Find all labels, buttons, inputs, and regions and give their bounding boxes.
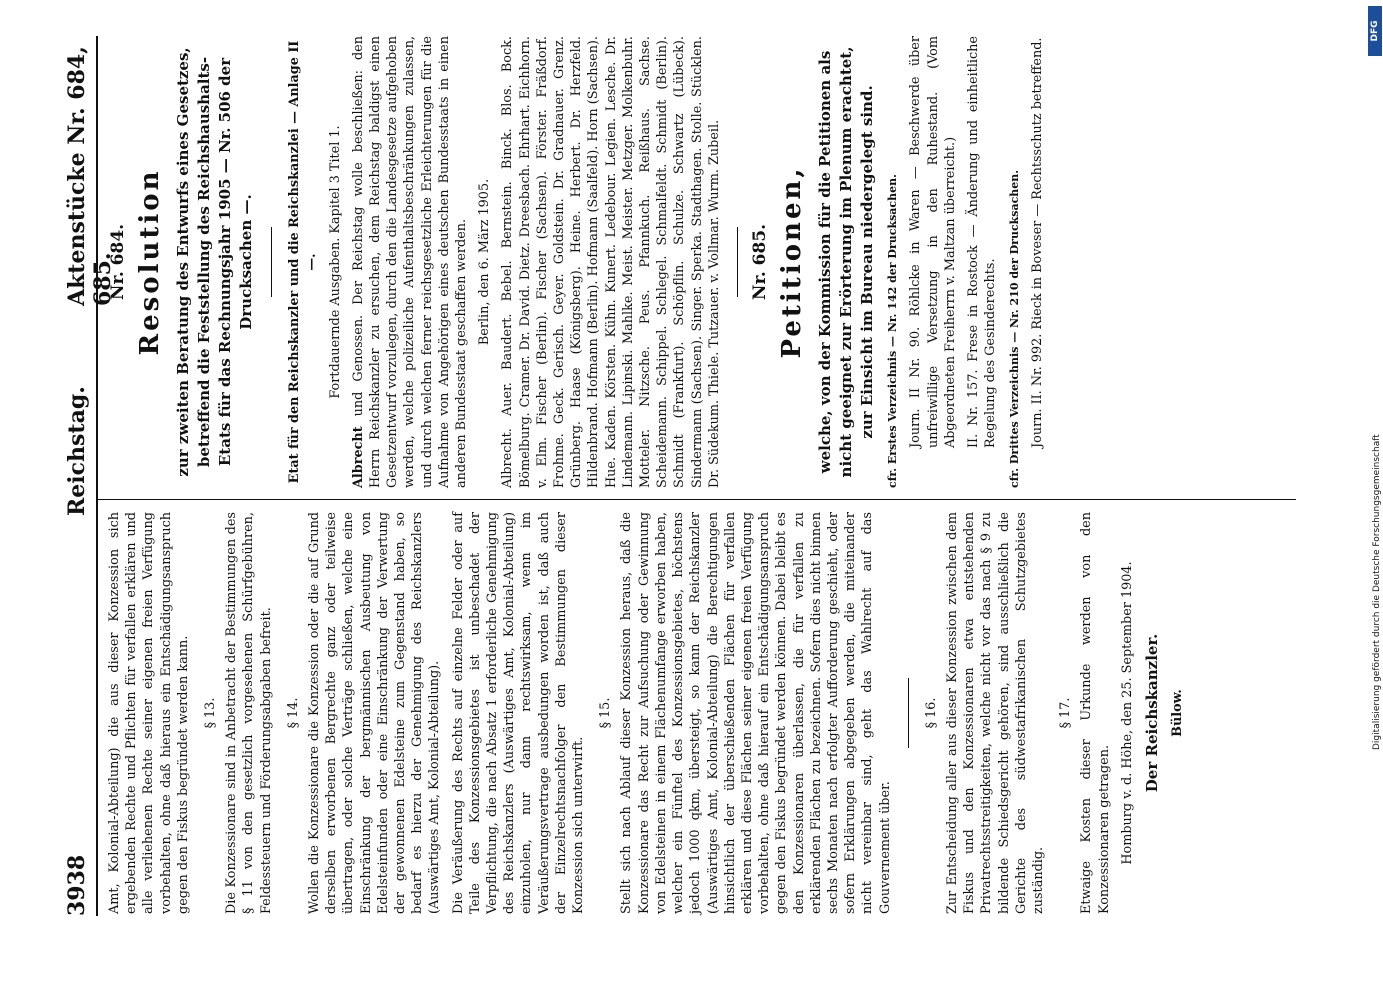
- section-14-text-2: Die Veräußerung des Rechts auf einzelne Felder oder auf Teile des Konzessionsgebietes ist unbeschadet der Verpflichtung, die nach Absatz 1 erforderliche Genehmigung des Reichskanzlers (Auswärtiges Amt, Kolonial-Abteilung) einzuholen, nur dann rechtswirksam, wenn im Veräußerungsvertrage ausbedungen worden ist, daß auch der Einzelrechtsnachfolger den Bestimmungen dieser Konzession sich unterwirft.: [450, 512, 587, 914]
- column-divider: [96, 499, 1296, 500]
- section-17-text: Etwaige Kosten dieser Urkunde werden von den Konzessionaren getragen.: [1079, 512, 1112, 914]
- motion-paragraph: [350, 36, 470, 488]
- petitionen-subtitle: welche, von der Kommission für die Petitionen als nicht geeignet zur Erörterung im Plenum erachtet, zur Einsicht im Bureau niedergelegt sind.: [816, 46, 877, 478]
- document-number-685: Nr. 685.: [750, 223, 771, 301]
- section-15-title: § 15.: [598, 697, 614, 729]
- intro-paragraph: Amt, Kolonial-Abteilung) die aus dieser Konzession sich ergebenden Rechte und Pflichten für verfallen erklären und alle verliehenen Rechte seiner eigenen freien Verfügung vorbehalten, ohne daß hieraus ein Entschädigungsanspruch gegen den Fiskus begründet werden kann.: [107, 512, 191, 914]
- section-16-text: Zur Entscheidung aller aus dieser Konzession zwischen dem Fiskus und den Konzessionaren etwa entstehenden Privatrechtsstreitigkeiten, welche nicht vor das nach § 9 zu bildende Schiedsgericht gehören, sind ausschließlich die Gerichte des südwestafrikanischen Schutzgebietes zuständig.: [944, 512, 1046, 914]
- list-1-item-2: II. Nr. 157. Frese in Rostock — Änderung und einheitliche Regelung des Gesinderechts.: [966, 36, 999, 448]
- document-number-684: Nr. 684.: [108, 223, 128, 301]
- etat-subheading: Fortdauernde Ausgaben. Kapitel 3 Titel 1.: [327, 125, 343, 399]
- section-17-title: § 17.: [1058, 697, 1074, 729]
- separator-rule-2: [737, 227, 738, 297]
- signer-title: Der Reichskanzler.: [1142, 633, 1161, 793]
- separator-rule: [271, 227, 272, 297]
- section-14-title: § 14.: [285, 697, 301, 729]
- list-1-item-1: Journ. II Nr. 90. Röhlcke in Waren — Beschwerde über unfreiwillige Versetzung in den Ruhestand. (Vom Abgeordneten Freiherrn v. Maltzan überreicht.): [908, 36, 958, 448]
- motion-text: und Genossen. Der Reichstag wolle beschließen: den Herrn Reichskanzler zu ersuchen, dem Reichstag baldigst einen Gesetzentwurf vorzulegen, durch den die Landesgesetze aufgehoben werden, welche polizeiliche Aufenthaltsbeschränkungen zulassen, und durch welchen ferner reichsgesetzliche Erleichterungen für die Aufnahme von Angehörigen eines deutschen Bundesstaats in einen anderen Bundesstaat geschaffen werden.: [350, 36, 470, 488]
- section-15-text: Stellt sich nach Ablauf dieser Konzession heraus, daß die Konzessionare das Recht zur Aufsuchung oder Gewinnung von Edelsteinen in einem Flächenumfange erworben haben, welcher ein Fünftel des Konzessionsgebietes, höchstens jedoch 1000 qkm, übersteigt, so kann der Reichskanzler (Auswärtiges Amt, Kolonial-Abteilung) die Berechtigungen hinsichtlich der überschießenden Flächen für verfallen erklären und diese Flächen seiner eigenen freien Verfügung vorbehalten, ohne daß hierauf ein Entschädigungsanspruch gegen den Fiskus begründet werden können. Dabei bleibt es den Konzessionaren überlassen, die für verfallen zu erklärenden Flächen zu bezeichnen. Sofern dies nicht binnen sechs Monaten nach erfolgter Aufforderung geschieht, oder sofern Erklärungen abgegeben werden, die miteinander nicht vereinbar sind, geht das Wahlrecht auf das Gouvernement über.: [619, 512, 893, 914]
- place-date: Homburg v. d. Höhe, den 25. September 1904.: [1119, 561, 1135, 865]
- motion-author: Albrecht: [350, 426, 366, 488]
- dfg-logo: DFG: [1368, 6, 1382, 56]
- motion-place-date: Berlin, den 6. März 1905.: [477, 178, 493, 346]
- section-title: Aktenstücke Nr. 684, 685.: [64, 46, 116, 306]
- signer-name: Bülow.: [1169, 689, 1185, 737]
- section-13-title: § 13.: [203, 697, 219, 729]
- resolution-title: Resolution: [135, 168, 166, 356]
- right-column: [106, 36, 1052, 488]
- signatories-list: Albrecht. Auer. Baudert. Bebel. Bernstein. Binck. Blos. Bock. Bömelburg. Cramer. Dr. David. Dietz. Dreesbach. Ehrhart. Eichhorn. v. Elm. Fischer (Berlin). Fischer (Sachsen). Förster. Fräßdorf. Frohme. Geck. Gerisch. Geyer. Goldstein. Dr. Gradnauer. Grenz. Grünberg. Haase (Königsberg). Heine. Herbert. Dr. Herzfeld. Hildenbrand. Hofmann (Berlin). Hofmann (Saalfeld). Horn (Sachsen). Hue. Kaden. Körsten. Kühn. Kunert. Ledebour. Legien. Lesche. Dr. Lindemann. Lipinski. Mahlke. Meist. Meister. Metzger. Molkenbuhr. Motteler. Nitzsche. Peus. Pfannkuch. Reißhaus. Sachse. Scheidemann. Schippel. Schlegel. Schmalfeldt. Schmidt (Berlin). Schmidt (Frankfurt). Schöpflin. Schulze. Schwartz (Lübeck). Sindermann (Sachsen). Singer. Sperka. Stadthagen. Stolle. Stücklen. Dr. Südekum. Thiele. Tutzauer. v. Vollmar. Wurm. Zubeil.: [500, 36, 722, 488]
- list-2-item-1: Journ. II. Nr. 992. Rieck in Boveser — Rechtsschutz betreffend.: [1029, 37, 1045, 448]
- left-column: [106, 512, 1192, 914]
- section-14-text-1: Wollen die Konzessionare die Konzession oder die auf Grund derselben erworbenen Bergrechte ganz oder teilweise übertragen, oder solche Verträge schließen, welche eine Einschränkung der bergmännischen Ausbeutung von Edelsteinfunden oder eine Einschränkung der Verwertung der gewonnenen Edelsteine zum Gegenstand haben, so bedarf es hierzu der Genehmigung des Reichskanzlers (Auswärtiges Amt, Kolonial-Abteilung).: [307, 512, 443, 914]
- section-13-text: Die Konzessionare sind in Anbetracht der Bestimmungen des § 11 von den gesetzlich vorgesehenen Schürfgebühren, Feldessteuern und Förderungsabgaben befreit.: [224, 512, 274, 914]
- header-rule: [96, 36, 98, 916]
- etat-heading: Etat für den Reichskanzler und die Reichskanzlei — Anlage II —.: [287, 40, 320, 484]
- resolution-subtitle: zur zweiten Beratung des Entwurfs eines Gesetzes, betreffend die Feststellung des Reichshaushalts-Etats für das Rechnungsjahr 1905 — Nr. 506 der Drucksachen —.: [174, 47, 256, 477]
- list-2-header: cfr. Drittes Verzeichnis — Nr. 210 der Drucksachen.: [1007, 169, 1021, 488]
- page-header: [58, 36, 116, 916]
- digitization-credit: Digitalisierung gefördert durch die Deutsche Forschungsgemeinschaft: [1372, 434, 1382, 750]
- section-16-title: § 16.: [923, 697, 939, 729]
- list-1-header: cfr. Erstes Verzeichnis — Nr. 142 der Drucksachen.: [886, 174, 900, 488]
- petitionen-title: Petitionen,: [777, 165, 808, 359]
- section-rule: [908, 678, 909, 748]
- page-number: 3938: [64, 854, 90, 916]
- publication-name: Reichstag.: [64, 386, 90, 516]
